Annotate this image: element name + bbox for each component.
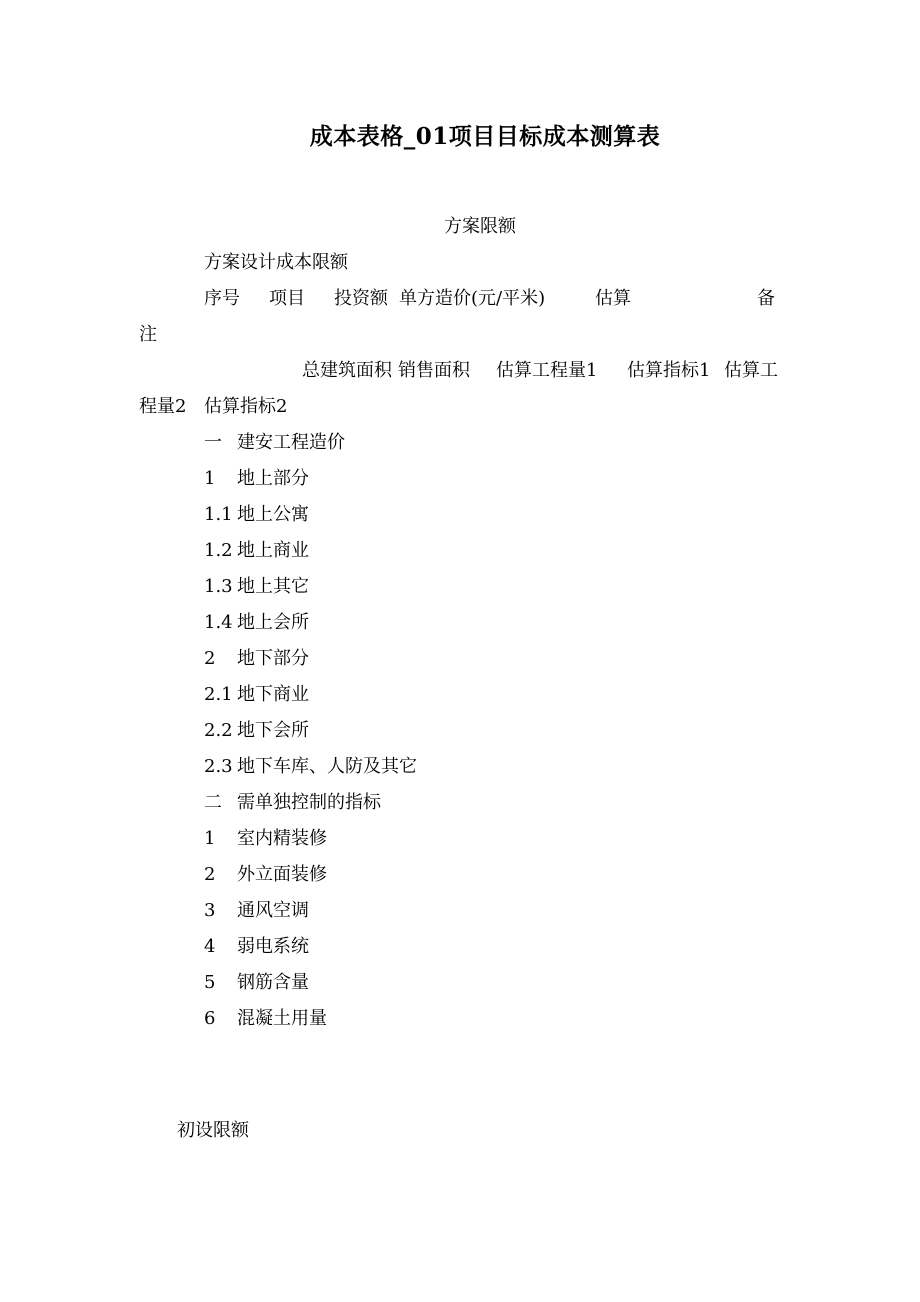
row-label: 通风空调 (237, 900, 309, 921)
table-row (0, 468, 920, 490)
header-item: 项目 (269, 288, 305, 309)
header-gross-area: 总建筑面积 (302, 360, 392, 381)
row-label: 混凝土用量 (237, 1008, 327, 1029)
table-header-row-1 (0, 288, 920, 310)
table-row (0, 828, 920, 850)
row-number: 3 (204, 900, 216, 921)
next-section-heading: 初设限额 (177, 1120, 249, 1141)
header-sales-area: 销售面积 (398, 360, 470, 381)
row-label: 地上商业 (237, 540, 309, 561)
header-qty1: 估算工程量1 (496, 360, 598, 381)
row-number: 5 (204, 972, 216, 993)
table-row (0, 900, 920, 922)
row-number: 1.2 (204, 540, 233, 561)
table-row (0, 432, 920, 454)
row-number: 1 (204, 828, 216, 849)
row-number: 2.1 (204, 684, 233, 705)
table-row (0, 1008, 920, 1030)
table-row (0, 540, 920, 562)
row-label: 地上会所 (237, 612, 309, 633)
header-remark-wrap: 注 (139, 324, 157, 345)
table-header-row-2 (0, 360, 920, 382)
row-number: 1.3 (204, 576, 233, 597)
row-number: 2 (204, 864, 216, 885)
header-qty2-wrap: 程量2 (139, 396, 187, 417)
table-row (0, 612, 920, 634)
row-number: 4 (204, 936, 216, 957)
row-number: 2 (204, 648, 216, 669)
row-label: 地下商业 (237, 684, 309, 705)
row-label: 地下车库、人防及其它 (237, 756, 417, 777)
table-row (0, 936, 920, 958)
row-label: 地下部分 (237, 648, 309, 669)
row-number: 二 (204, 792, 222, 813)
header-index1: 估算指标1 (627, 360, 711, 381)
row-label: 地上公寓 (237, 504, 309, 525)
table-row (0, 756, 920, 778)
row-label: 地上其它 (237, 576, 309, 597)
row-number: 1.4 (204, 612, 233, 633)
header-index2: 估算指标2 (204, 396, 288, 417)
row-label: 地上部分 (237, 468, 309, 489)
row-number: 一 (204, 432, 222, 453)
table-caption: 方案设计成本限额 (204, 252, 348, 273)
table-row (0, 720, 920, 742)
header-unit-cost: 单方造价(元/平米) (399, 288, 546, 309)
header-investment: 投资额 (334, 288, 388, 309)
header-qty2: 估算工 (724, 360, 778, 381)
header-remark: 备 (757, 288, 775, 309)
table-header-row-2-wrap (0, 396, 920, 418)
table-row (0, 972, 920, 994)
row-label: 需单独控制的指标 (237, 792, 381, 813)
table-row (0, 792, 920, 814)
row-label: 建安工程造价 (237, 432, 345, 453)
table-row (0, 648, 920, 670)
row-number: 2.2 (204, 720, 233, 741)
row-label: 地下会所 (237, 720, 309, 741)
table-row (0, 684, 920, 706)
row-label: 弱电系统 (237, 936, 309, 957)
row-number: 1.1 (204, 504, 233, 525)
document-title: 成本表格_01项目目标成本测算表 (309, 123, 661, 150)
row-number: 6 (204, 1008, 216, 1029)
table-row (0, 864, 920, 886)
table-row (0, 576, 920, 598)
row-number: 1 (204, 468, 216, 489)
header-seq: 序号 (204, 288, 240, 309)
section-heading: 方案限额 (444, 216, 516, 237)
row-number: 2.3 (204, 756, 233, 777)
table-row (0, 504, 920, 526)
header-estimate: 估算 (595, 288, 631, 309)
row-label: 外立面装修 (237, 864, 327, 885)
row-label: 室内精装修 (237, 828, 327, 849)
row-label: 钢筋含量 (237, 972, 309, 993)
